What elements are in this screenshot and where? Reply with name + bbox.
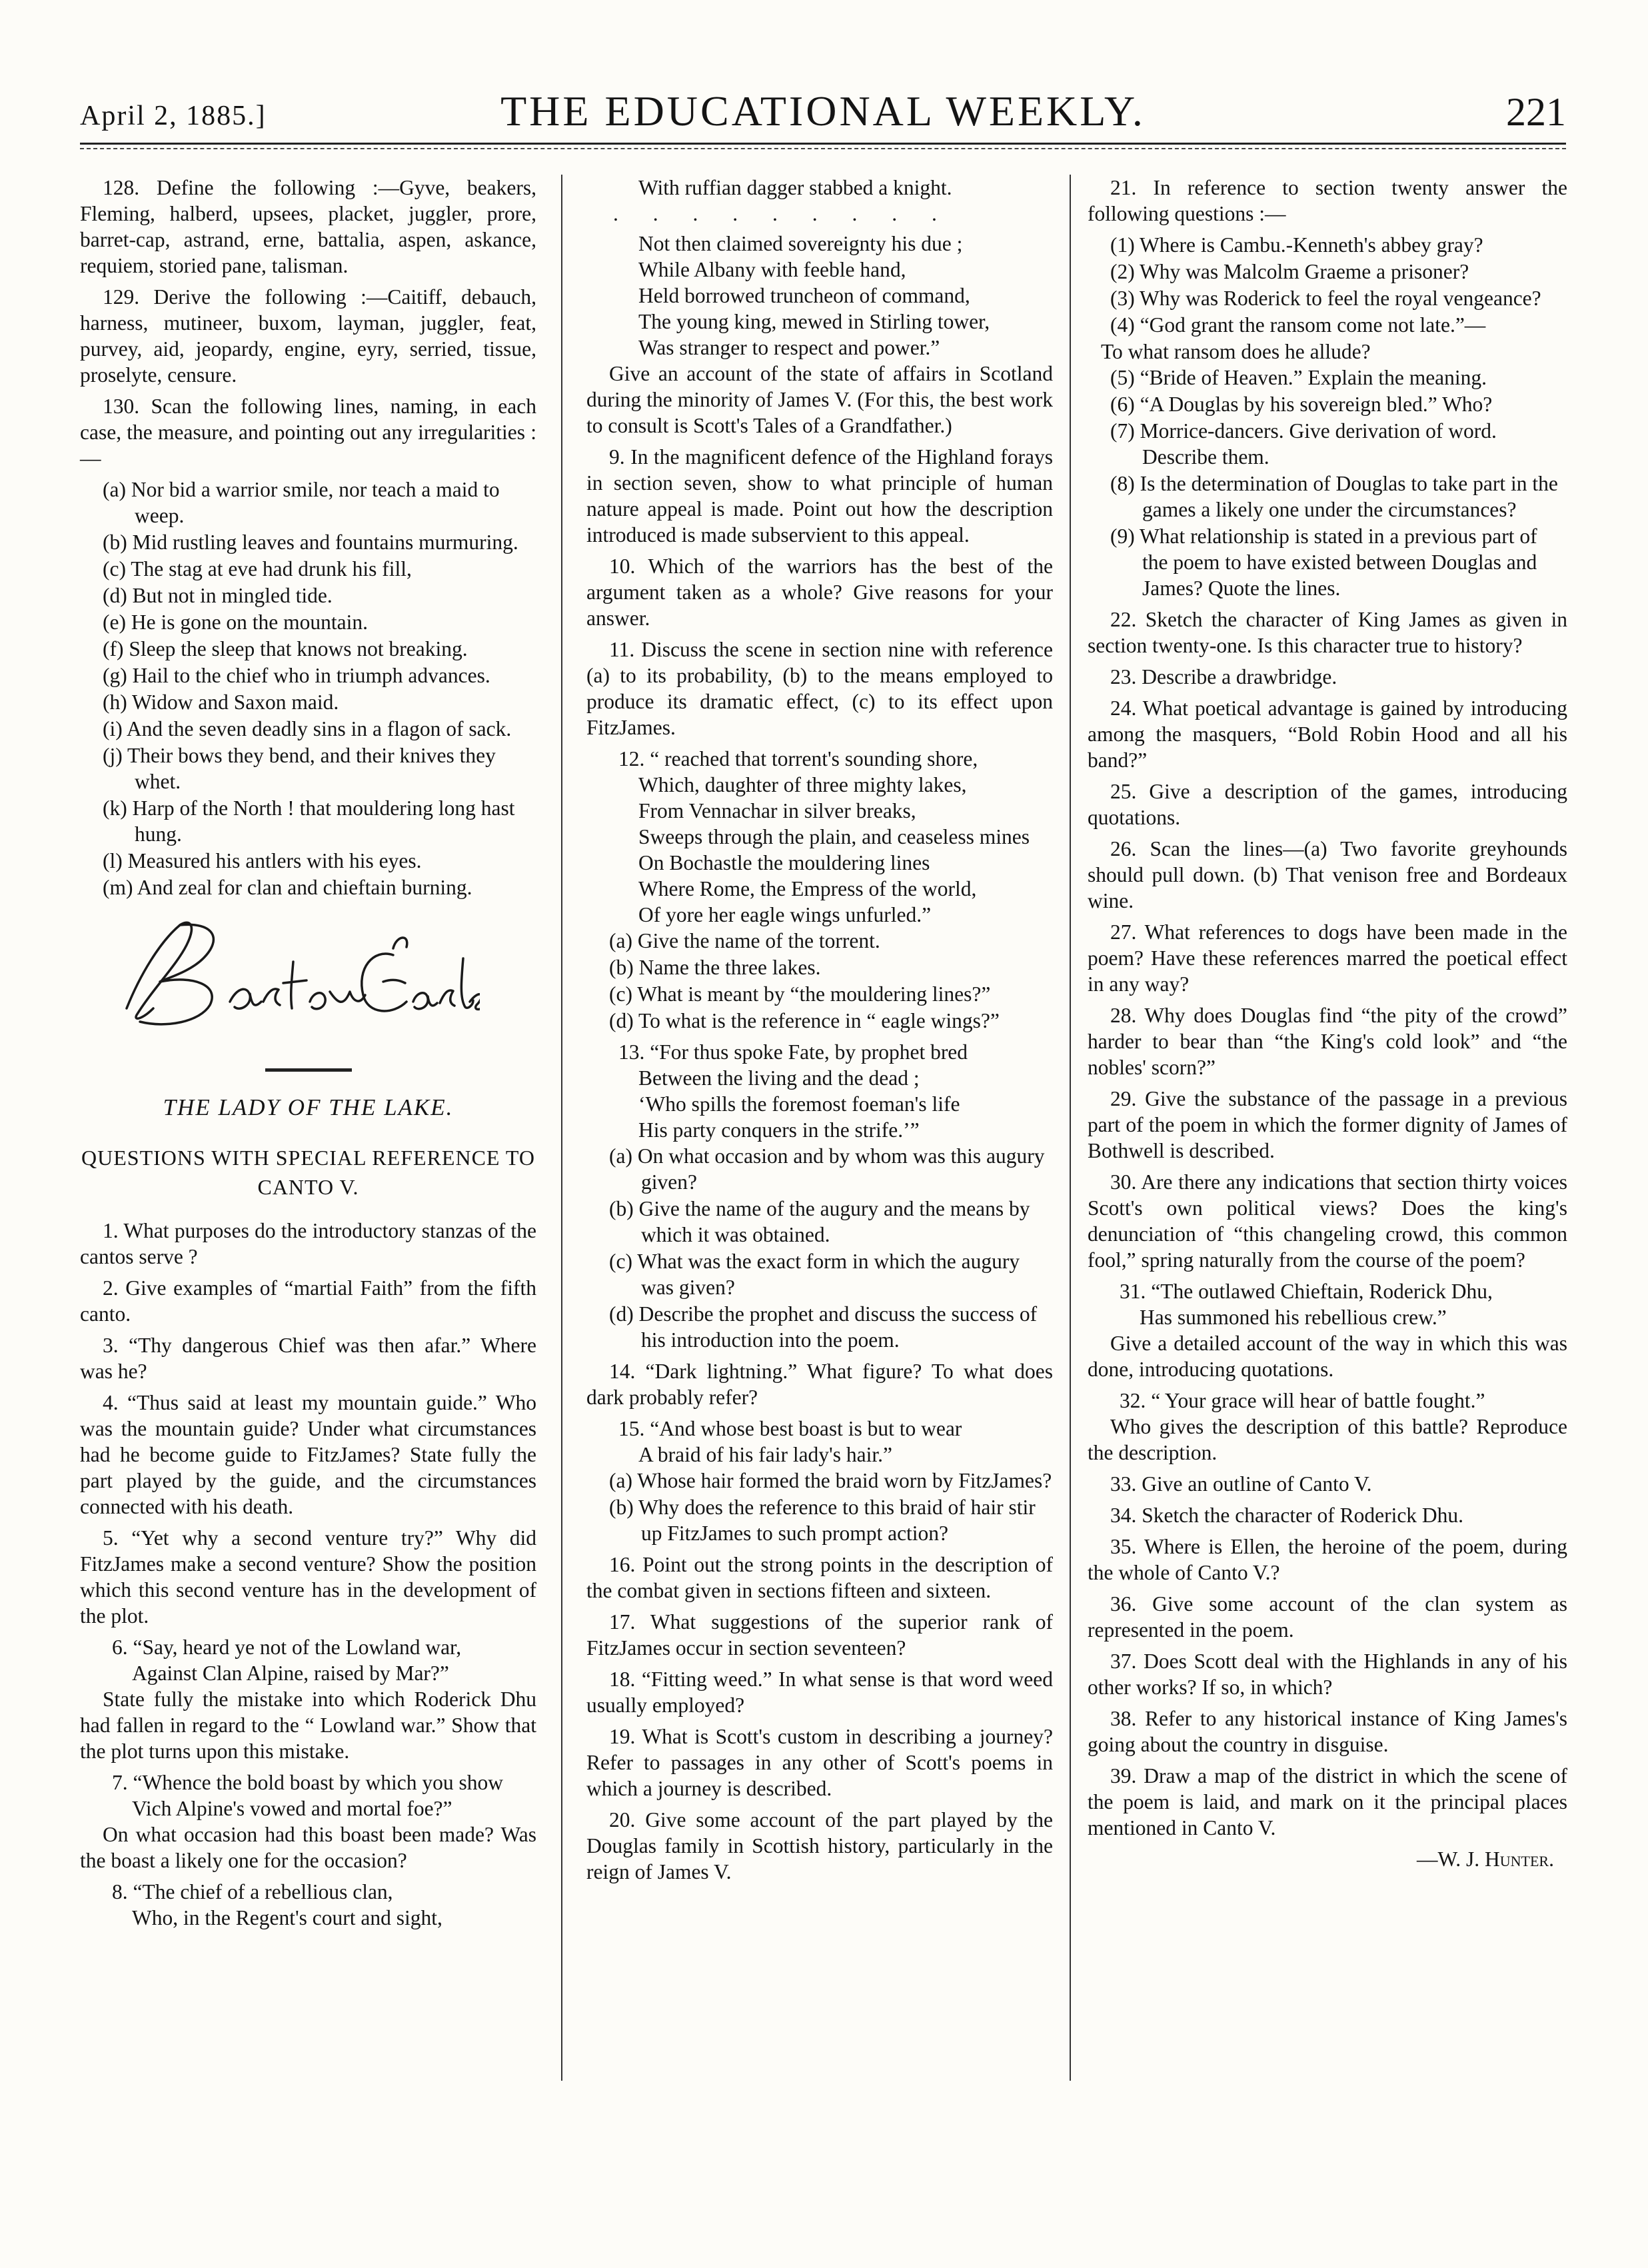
- question-1: 1. What purposes do the introductory stanzas of the cantos serve ?: [80, 1219, 536, 1268]
- verse-line: Was stranger to respect and power.”: [638, 336, 940, 359]
- column-divider: [1070, 175, 1071, 2081]
- verse-line: Which, daughter of three mighty lakes,: [638, 773, 967, 796]
- question-4: 4. “Thus said at least my mountain guide.” Who was the mountain guide? Under what circumstances had he become guide to FitzJames? State fully the part played by the guide, and the circumstances connected with his death.: [80, 1391, 536, 1518]
- verse-line: Between the living and the dead ;: [638, 1066, 920, 1090]
- question-35: 35. Where is Ellen, the heroine of the poem, during the whole of Canto V.?: [1088, 1535, 1567, 1584]
- question-8-text: Give an account of the state of affairs in Scotland during the minority of James V. (For this, the best work to consult is Scott's Tales of a Grandfather.): [586, 362, 1053, 437]
- verse-line: Has summoned his rebellious crew.”: [1140, 1306, 1447, 1329]
- section-ornament-rule: [265, 1068, 352, 1072]
- verse-line: ‘Who spills the foremost foeman's life: [638, 1092, 960, 1116]
- question-32-text: Who gives the description of this battle? Reproduce the description.: [1088, 1415, 1567, 1464]
- question-3: 3. “Thy dangerous Chief was then afar.” Where was he?: [80, 1334, 536, 1383]
- scan-line: (b) Mid rustling leaves and fountains murmuring.: [103, 531, 518, 554]
- question-22: 22. Sketch the character of King James as given in section twenty-one. Is this character true to history?: [1088, 608, 1567, 657]
- column-divider: [561, 175, 562, 2081]
- scan-line: (c) The stag at eve had drunk his fill,: [103, 557, 412, 580]
- sub-question: (b) Give the name of the augury and the means by which it was obtained.: [609, 1197, 1030, 1246]
- verse-line: Not then claimed sovereignty his due ;: [638, 232, 963, 255]
- issue-date: April 2, 1885.]: [80, 101, 267, 131]
- question-29: 29. Give the substance of the passage in a previous part of the poem in which the former dignity of James of Bothwell is described.: [1088, 1087, 1567, 1162]
- question-14: 14. “Dark lightning.” What figure? To what does dark probably refer?: [586, 1360, 1053, 1409]
- question-18: 18. “Fitting weed.” In what sense is that word weed usually employed?: [586, 1668, 1053, 1717]
- sub-question: (4) “God grant the ransom come not late.”—: [1110, 313, 1486, 337]
- question-30: 30. Are there any indications that section thirty voices Scott's own political views? Does the king's denunciation of “this changeling crowd, this common fool,” spring naturally from the course of the poem?: [1088, 1170, 1567, 1272]
- question-39: 39. Draw a map of the district in which the scene of the poem is laid, and mark on it the principal places mentioned in Canto V.: [1088, 1764, 1567, 1839]
- sub-question: (5) “Bride of Heaven.” Explain the meaning.: [1110, 366, 1487, 389]
- verse-line: Where Rome, the Empress of the world,: [638, 877, 977, 900]
- verse-line: His party conquers in the strife.’”: [638, 1118, 920, 1142]
- verse-line: 32. “ Your grace will hear of battle fought.”: [1120, 1389, 1485, 1412]
- question-11: 11. Discuss the scene in section nine with reference (a) to its probability, (b) to the means employed to produce its dramatic effect, (c) to its effect upon FitzJames.: [586, 638, 1053, 739]
- question-130: 130. Scan the following lines, naming, in each case, the measure, and pointing out any irregularities :—: [80, 395, 536, 470]
- sub-question: (7) Morrice-dancers. Give derivation of word. Describe them.: [1110, 419, 1497, 469]
- sub-question: (c) What was the exact form in which the augury was given?: [609, 1250, 1020, 1299]
- verse-line: 12. “ reached that torrent's sounding shore,: [618, 747, 978, 770]
- verse-line: A braid of his fair lady's hair.”: [638, 1443, 892, 1466]
- handwritten-signature: [80, 908, 536, 1055]
- verse-line: Held borrowed truncheon of command,: [638, 284, 970, 307]
- sub-question: (a) On what occasion and by whom was this augury given?: [609, 1144, 1045, 1194]
- verse-line: 7. “Whence the bold boast by which you show: [112, 1771, 503, 1794]
- verse-line: On Bochastle the mouldering lines: [638, 851, 930, 874]
- column-3: [1088, 175, 1567, 1877]
- question-37: 37. Does Scott deal with the Highlands in any of his other works? If so, in which?: [1088, 1650, 1567, 1699]
- sub-question: (8) Is the determination of Douglas to take part in the games a likely one under the circumstances?: [1110, 472, 1558, 521]
- sub-question: (a) Whose hair formed the braid worn by FitzJames?: [609, 1469, 1052, 1492]
- scan-line: (f) Sleep the sleep that knows not breaking.: [103, 637, 468, 660]
- sub-question: (6) “A Douglas by his sovereign bled.” Who?: [1110, 393, 1493, 416]
- question-33: 33. Give an outline of Canto V.: [1110, 1472, 1372, 1496]
- publication-title: THE EDUCATIONAL WEEKLY.: [500, 87, 1146, 135]
- question-5: 5. “Yet why a second venture try?” Why did FitzJames make a second venture? Show the position which this second venture has in the development of the plot.: [80, 1526, 536, 1628]
- scan-line: (k) Harp of the North ! that mouldering long hast hung.: [103, 796, 515, 846]
- signature-image: [80, 908, 480, 1048]
- question-6-text: State fully the mistake into which Roderick Dhu had fallen in regard to the “ Lowland war.” Show that the plot turns upon this mistake.: [80, 1688, 536, 1763]
- sub-question: (3) Why was Roderick to feel the royal vengeance?: [1110, 287, 1541, 310]
- verse-line: 15. “And whose best boast is but to wear: [618, 1417, 962, 1440]
- scan-line: (e) He is gone on the mountain.: [103, 610, 369, 634]
- column-2: [586, 175, 1053, 1890]
- scan-line: (i) And the seven deadly sins in a flagon of sack.: [103, 717, 512, 740]
- question-16: 16. Point out the strong points in the description of the combat given in sections fifteen and sixteen.: [586, 1553, 1053, 1602]
- question-10: 10. Which of the warriors has the best of the argument taken as a whole? Give reasons for your answer.: [586, 555, 1053, 630]
- scan-line: (g) Hail to the chief who in triumph advances.: [103, 664, 490, 687]
- verse-line: From Vennachar in silver breaks,: [638, 799, 916, 822]
- question-21: 21. In reference to section twenty answer the following questions :—: [1088, 176, 1567, 225]
- verse-line: Sweeps through the plain, and ceaseless mines: [638, 825, 1030, 848]
- scan-line: (h) Widow and Saxon maid.: [103, 690, 339, 714]
- header-rule-dashed: [80, 148, 1566, 149]
- verse-line: 31. “The outlawed Chieftain, Roderick Dhu,: [1120, 1280, 1493, 1303]
- verse-line: 13. “For thus spoke Fate, by prophet bred: [618, 1040, 968, 1064]
- section-title: THE LADY OF THE LAKE.: [163, 1094, 454, 1120]
- verse-line: Against Clan Alpine, raised by Mar?”: [132, 1662, 449, 1685]
- sub-question: (c) What is meant by “the mouldering lines?”: [609, 982, 991, 1006]
- question-26: 26. Scan the lines—(a) Two favorite greyhounds should pull down. (b) That venison free and Bordeaux wine.: [1088, 837, 1567, 912]
- sub-question: (2) Why was Malcolm Graeme a prisoner?: [1110, 260, 1469, 283]
- author-credit: —W. J. Hunter.: [1416, 1847, 1554, 1871]
- sub-question: (1) Where is Cambu.-Kenneth's abbey gray?: [1110, 233, 1483, 257]
- question-25: 25. Give a description of the games, introducing quotations.: [1088, 780, 1567, 829]
- question-2: 2. Give examples of “martial Faith” from the fifth canto.: [80, 1276, 536, 1326]
- question-23: 23. Describe a drawbridge.: [1110, 665, 1337, 688]
- sub-question: (d) Describe the prophet and discuss the success of his introduction into the poem.: [609, 1302, 1038, 1352]
- scan-line: (d) But not in mingled tide.: [103, 584, 333, 607]
- question-31-text: Give a detailed account of the way in which this was done, introducing quotations.: [1088, 1332, 1567, 1381]
- question-38: 38. Refer to any historical instance of King James's going about the country in disguise.: [1088, 1707, 1567, 1756]
- verse-line: 6. “Say, heard ye not of the Lowland war,: [112, 1636, 462, 1659]
- verse-line: The young king, mewed in Stirling tower,: [638, 310, 990, 333]
- page-header: [80, 87, 1566, 133]
- sub-question: (9) What relationship is stated in a previous part of the poem to have existed between Douglas and James? Quote the lines.: [1110, 525, 1537, 600]
- verse-line: While Albany with feeble hand,: [638, 258, 906, 281]
- scan-line: (m) And zeal for clan and chieftain burning.: [103, 876, 472, 899]
- scan-line: (l) Measured his antlers with his eyes.: [103, 849, 422, 872]
- sub-question: (d) To what is the reference in “ eagle wings?”: [609, 1009, 1000, 1032]
- question-9: 9. In the magnificent defence of the Highland forays in section seven, show to what principle of human nature appeal is made. Point out how the description introduced is made subservient to this appeal.: [586, 445, 1053, 547]
- question-7-text: On what occasion had this boast been made? Was the boast a likely one for the occasion?: [80, 1823, 536, 1872]
- page-number: 221: [1506, 90, 1566, 134]
- question-128: 128. Define the following :—Gyve, beakers, Fleming, halberd, upsees, placket, juggler, prore, barret-cap, astrand, erne, battalia, aspen, askance, requiem, storied pane, talisman.: [80, 176, 536, 277]
- sub-question: (b) Name the three lakes.: [609, 956, 821, 979]
- verse-line: Of yore her eagle wings unfurled.”: [638, 903, 932, 926]
- sub-question: (b) Why does the reference to this braid of hair stir up FitzJames to such prompt action?: [609, 1496, 1036, 1545]
- verse-line: Who, in the Regent's court and sight,: [132, 1906, 442, 1929]
- sub-question-continued: To what ransom does he allude?: [1101, 340, 1371, 363]
- question-34: 34. Sketch the character of Roderick Dhu.: [1110, 1504, 1464, 1527]
- column-1: [80, 175, 536, 1931]
- verse-line: Vich Alpine's vowed and mortal foe?”: [132, 1797, 452, 1820]
- verse-line: 8. “The chief of a rebellious clan,: [112, 1880, 393, 1903]
- question-28: 28. Why does Douglas find “the pity of the crowd” harder to bear than “the King's cold look” and “the nobles' scorn?”: [1088, 1004, 1567, 1079]
- header-rule: [80, 143, 1566, 145]
- question-129: 129. Derive the following :—Caitiff, debauch, harness, mutineer, buxom, layman, juggler, feat, purvey, aid, jeopardy, engine, eyry, serried, tissue, proselyte, censure.: [80, 285, 536, 387]
- question-24: 24. What poetical advantage is gained by introducing among the masquers, “Bold Robin Hood and all his band?”: [1088, 696, 1567, 772]
- question-36: 36. Give some account of the clan system as represented in the poem.: [1088, 1592, 1567, 1642]
- question-19: 19. What is Scott's custom in describing a journey? Refer to passages in any other of Scott's poems in which a journey is described.: [586, 1725, 1053, 1800]
- verse-line: With ruffian dagger stabbed a knight.: [638, 176, 952, 199]
- question-27: 27. What references to dogs have been made in the poem? Have these references marred the poetical effect in any way?: [1088, 920, 1567, 996]
- section-subtitle: QUESTIONS WITH SPECIAL REFERENCE TO CANTO V.: [81, 1146, 535, 1199]
- question-17: 17. What suggestions of the superior rank of FitzJames occur in section seventeen?: [586, 1610, 1053, 1660]
- question-20: 20. Give some account of the part played by the Douglas family in Scottish history, particularly in the reign of James V.: [586, 1808, 1053, 1883]
- scan-line: (a) Nor bid a warrior smile, nor teach a maid to weep.: [103, 478, 500, 527]
- scan-line: (j) Their bows they bend, and their knives they whet.: [103, 744, 496, 793]
- sub-question: (a) Give the name of the torrent.: [609, 929, 880, 952]
- ellipsis-dots: . . . . . . . . .: [613, 202, 952, 225]
